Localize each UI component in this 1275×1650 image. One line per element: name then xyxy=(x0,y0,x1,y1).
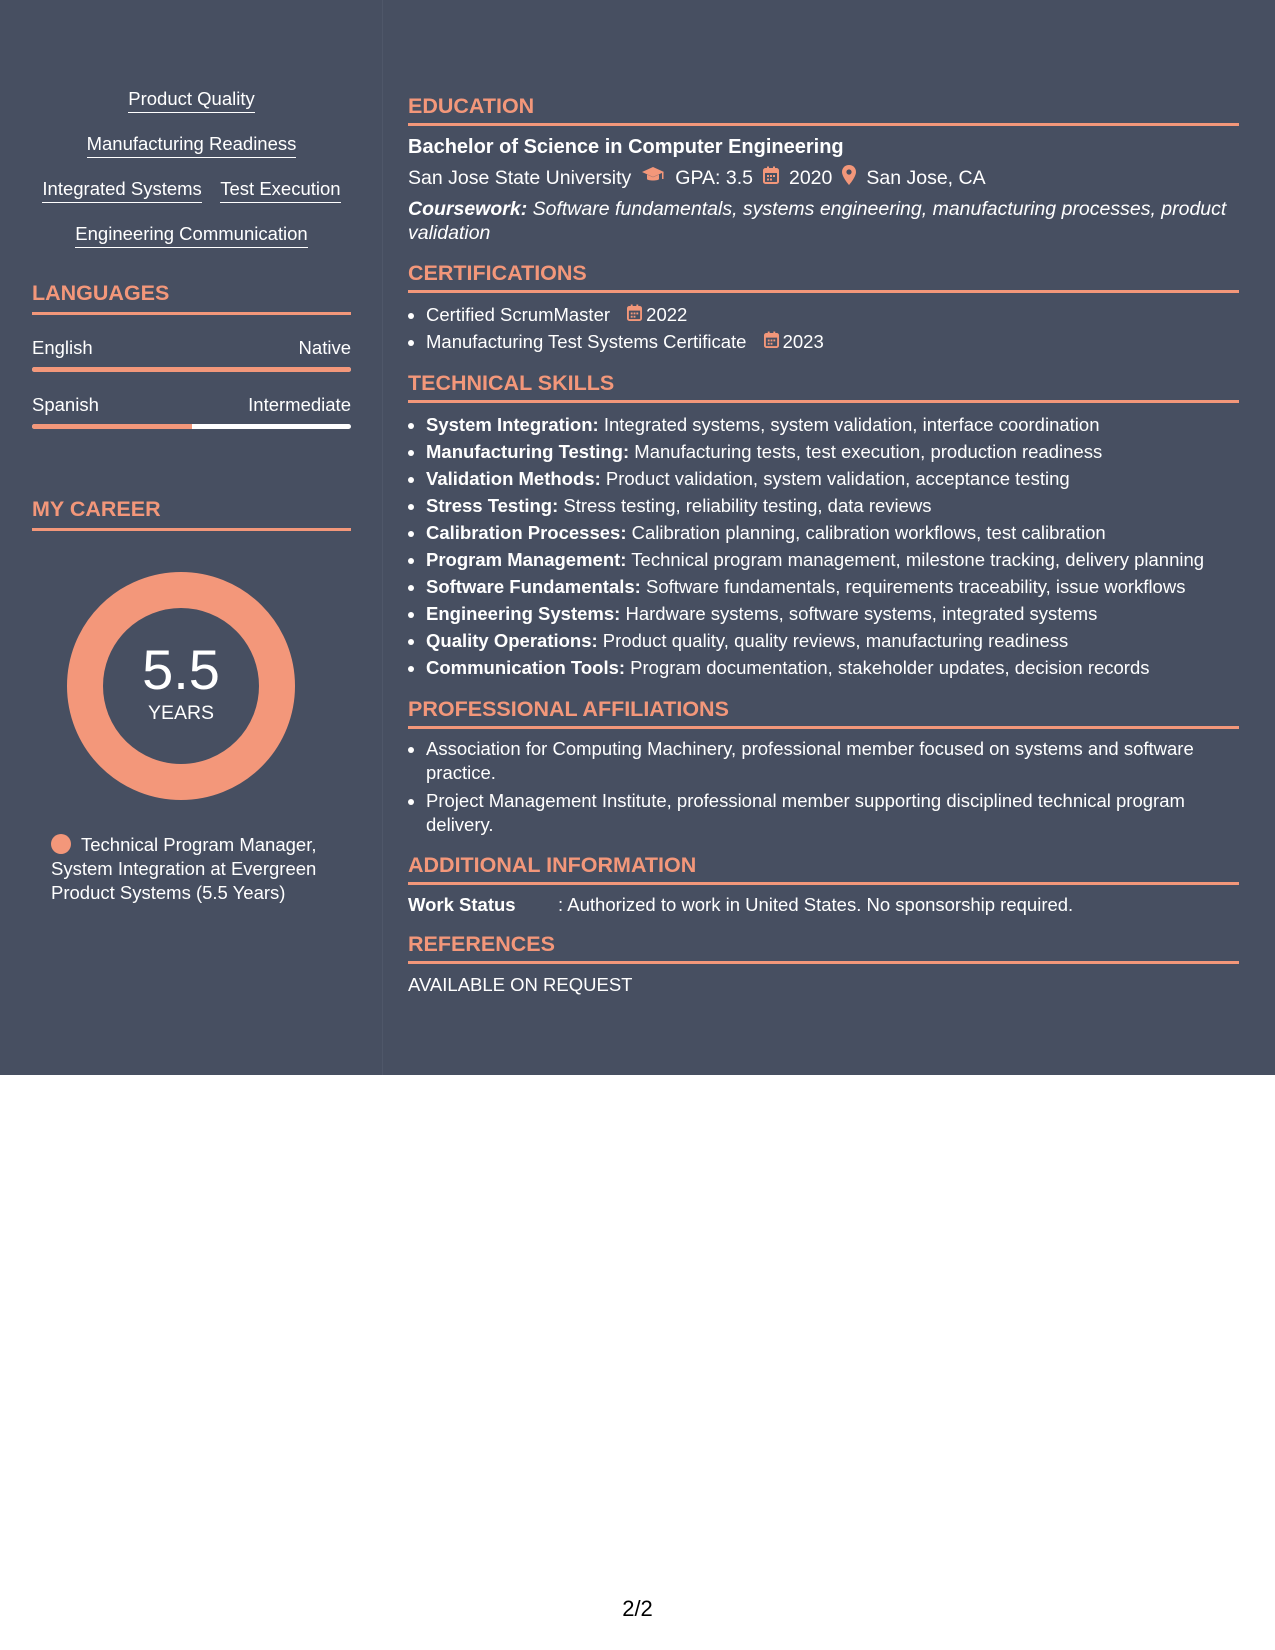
languages-section xyxy=(32,281,351,429)
school-name: San Jose State University xyxy=(408,166,632,189)
affiliations-list xyxy=(408,737,1239,837)
skill-details: Program documentation, stakeholder updates, decision records xyxy=(625,657,1150,678)
education-section xyxy=(408,94,1239,245)
certifications-list xyxy=(408,301,1239,355)
school-location: San Jose, CA xyxy=(866,166,986,189)
skill-details: Technical program management, milestone tracking, delivery planning xyxy=(626,549,1205,570)
calendar-icon xyxy=(764,328,779,355)
skill-tag: Integrated Systems xyxy=(42,176,201,203)
list-item xyxy=(426,328,1239,355)
affiliations-heading: PROFESSIONAL AFFILIATIONS xyxy=(408,697,1239,729)
skill-tag: Test Execution xyxy=(220,176,340,203)
career-heading: MY CAREER xyxy=(32,497,351,531)
work-status-label: Work Status xyxy=(408,894,516,915)
skill-tag: Engineering Communication xyxy=(75,221,307,248)
career-legend-dot xyxy=(51,834,71,854)
certification-name: Certified ScrumMaster xyxy=(426,304,611,325)
language-level: Native xyxy=(298,337,351,358)
skill-category: Communication Tools: xyxy=(426,657,626,678)
certification-year: 2023 xyxy=(782,331,824,352)
language-bar xyxy=(32,424,351,429)
list-item xyxy=(426,627,1239,654)
certification-name: Manufacturing Test Systems Certificate xyxy=(426,331,747,352)
graduation-cap-icon xyxy=(641,166,665,190)
education-heading: EDUCATION xyxy=(408,94,1239,126)
language-name: English xyxy=(32,337,93,358)
education-meta xyxy=(408,165,1239,191)
skill-tags xyxy=(32,86,351,249)
skill-details: Software fundamentals, requirements traceability, issue workflows xyxy=(640,576,1186,597)
certification-year: 2022 xyxy=(646,304,688,325)
additional-info-heading: ADDITIONAL INFORMATION xyxy=(408,853,1239,885)
skill-details: Hardware systems, software systems, integrated systems xyxy=(620,603,1098,624)
skill-category: Engineering Systems: xyxy=(426,603,621,624)
references-text: AVAILABLE ON REQUEST xyxy=(408,974,633,995)
skill-tag: Product Quality xyxy=(128,86,254,113)
coursework-text: Software fundamentals, systems engineering, manufacturing processes, product validation xyxy=(408,198,1227,244)
skill-category: Quality Operations: xyxy=(426,630,598,651)
graduation-year: 2020 xyxy=(788,166,833,189)
tag-row xyxy=(32,221,351,249)
references-heading: REFERENCES xyxy=(408,932,1239,964)
skill-details: Manufacturing tests, test execution, production readiness xyxy=(629,441,1103,462)
list-item xyxy=(426,546,1239,573)
list-item: • Association for Computing Machinery, professional member focused on systems and software practice. xyxy=(426,737,1239,785)
career-entry xyxy=(51,833,351,905)
language-item xyxy=(32,337,351,372)
skill-details: Product validation, system validation, acceptance testing xyxy=(600,468,1070,489)
references-section xyxy=(408,932,1239,996)
affiliations-section xyxy=(408,697,1239,837)
language-name: Spanish xyxy=(32,394,99,415)
skill-category: Software Fundamentals: xyxy=(426,576,641,597)
skill-category: Validation Methods: xyxy=(426,468,601,489)
coursework xyxy=(408,197,1239,245)
degree-title: Bachelor of Science in Computer Engineering xyxy=(408,136,844,158)
skill-category: Program Management: xyxy=(426,549,627,570)
technical-skills-section xyxy=(408,371,1239,681)
language-level: Intermediate xyxy=(248,394,351,415)
left-column xyxy=(32,86,351,905)
list-item xyxy=(426,573,1239,600)
tag-row xyxy=(32,176,351,204)
skill-category: Calibration Processes: xyxy=(426,522,627,543)
tag-row xyxy=(32,86,351,114)
tag-row xyxy=(32,131,351,159)
language-bar xyxy=(32,367,351,372)
language-bar-fill xyxy=(32,367,351,372)
languages-heading: LANGUAGES xyxy=(32,281,351,315)
career-entry-text: Technical Program Manager, System Integration at Evergreen Product Systems (5.5 Years) xyxy=(51,834,317,903)
technical-skills-heading: TECHNICAL SKILLS xyxy=(408,371,1239,403)
skill-details: Integrated systems, system validation, interface coordination xyxy=(598,414,1100,435)
skill-details: Calibration planning, calibration workflows, test calibration xyxy=(626,522,1106,543)
work-status-row xyxy=(408,894,1239,916)
list-item xyxy=(426,519,1239,546)
column-divider xyxy=(382,0,383,1075)
right-column xyxy=(408,94,1239,1012)
calendar-icon xyxy=(763,166,779,190)
list-item xyxy=(426,465,1239,492)
map-pin-icon xyxy=(842,165,856,191)
language-item xyxy=(32,394,351,429)
skill-details: Product quality, quality reviews, manufacturing readiness xyxy=(597,630,1069,651)
skill-tag: Manufacturing Readiness xyxy=(87,131,297,158)
list-item xyxy=(426,600,1239,627)
list-item: • Project Management Institute, professional member supporting disciplined technical program delivery. xyxy=(426,789,1239,837)
additional-info-section xyxy=(408,853,1239,916)
list-item xyxy=(426,438,1239,465)
coursework-label: Coursework: xyxy=(408,198,528,220)
technical-skills-list xyxy=(408,411,1239,681)
skill-details: Stress testing, reliability testing, data reviews xyxy=(558,495,932,516)
list-item xyxy=(426,301,1239,328)
career-section xyxy=(32,497,351,905)
career-years-unit: YEARS xyxy=(147,701,215,724)
gpa: GPA: 3.5 xyxy=(675,166,753,189)
language-bar-fill xyxy=(32,424,192,429)
skill-category: Stress Testing: xyxy=(426,495,559,516)
career-donut xyxy=(66,571,296,801)
page-number: 2/2 xyxy=(622,1596,653,1621)
skill-category: System Integration: xyxy=(426,414,599,435)
certifications-heading: CERTIFICATIONS xyxy=(408,261,1239,293)
list-item xyxy=(426,492,1239,519)
certifications-section xyxy=(408,261,1239,355)
career-years-value: 5.5 xyxy=(142,637,220,701)
skill-category: Manufacturing Testing: xyxy=(426,441,630,462)
list-item xyxy=(426,411,1239,438)
work-status-value: : Authorized to work in United States. No sponsorship required. xyxy=(558,894,1074,915)
list-item xyxy=(426,654,1239,681)
calendar-icon xyxy=(627,301,642,328)
